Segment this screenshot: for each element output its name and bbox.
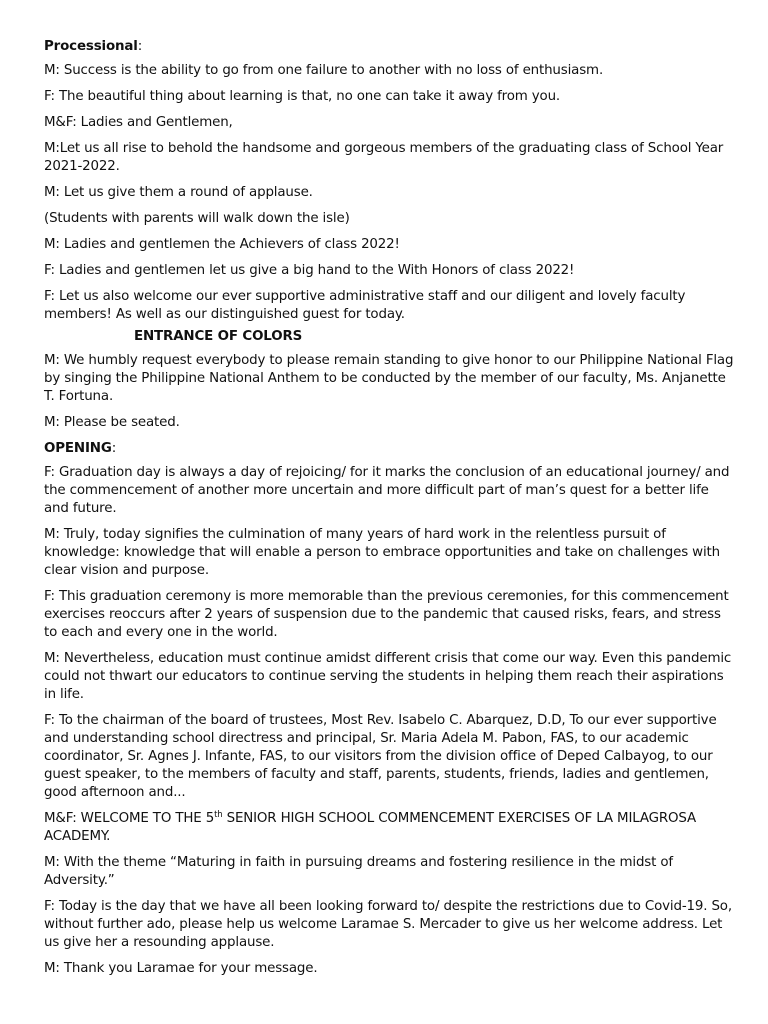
- processional-heading-word: Processional: [44, 39, 138, 54]
- script-line: M: With the theme “Maturing in faith in pursuing dreams and fostering resilience in the midst of Adversity.”: [44, 855, 673, 888]
- document-page: [44, 38, 734, 986]
- script-line: M: We humbly request everybody to please remain standing to give honor to our Philippine National Flag by singing the Philippine National Anthem to be conducted by the member of our faculty, Ms. Anjanette T. Fortuna.: [44, 353, 734, 404]
- script-line: F: This graduation ceremony is more memorable than the previous ceremonies, for this commencement exercises reoccurs after 2 years of suspension due to the pandemic that caused risks, fears, and stress to each and every one in the world.: [44, 589, 729, 640]
- script-line: M:Let us all rise to behold the handsome and gorgeous members of the graduating class of School Year 2021-2022.: [44, 141, 724, 174]
- script-line: M: Nevertheless, education must continue amidst different crisis that come our way. Even this pandemic could not thwart our educators to continue serving the students in helping them reach their aspirations in life.: [44, 651, 732, 702]
- welcome-line: [44, 810, 734, 846]
- script-line: F: Graduation day is always a day of rejoicing/ for it marks the conclusion of an educational journey/ and the commencement of another more uncertain and more difficult part of man’s quest for a better life and future.: [44, 465, 730, 516]
- script-line: M: Success is the ability to go from one failure to another with no loss of enthusiasm.: [44, 63, 604, 78]
- script-line: F: Let us also welcome our ever supportive administrative staff and our diligent and lovely faculty members! As well as our distinguished guest for today.: [44, 289, 686, 322]
- stage-direction: (Students with parents will walk down the isle): [44, 211, 350, 226]
- script-line: M: Let us give them a round of applause.: [44, 185, 313, 200]
- welcome-superscript: th: [214, 810, 223, 820]
- opening-heading-word: OPENING: [44, 441, 112, 456]
- script-line: M: Ladies and gentlemen the Achievers of class 2022!: [44, 237, 400, 252]
- script-line: M&F: Ladies and Gentlemen,: [44, 115, 233, 130]
- script-line: M: Please be seated.: [44, 415, 180, 430]
- opening-heading: [44, 440, 734, 458]
- script-line: M: Truly, today signifies the culmination of many years of hard work in the relentless pursuit of knowledge: knowledge that will enable a person to embrace opportunities and take on challenges with clear vision and purpose.: [44, 527, 720, 578]
- opening-heading-colon: :: [111, 441, 117, 456]
- script-line: M: Thank you Laramae for your message.: [44, 961, 318, 976]
- script-line: F: Ladies and gentlemen let us give a big hand to the With Honors of class 2022!: [44, 263, 575, 278]
- script-line: F: Today is the day that we have all been looking forward to/ despite the restrictions due to Covid-19. So, without further ado, please help us welcome Laramae S. Mercader to give us her welcome address. Let us give her a resounding applause.: [44, 899, 732, 950]
- script-line: F: To the chairman of the board of trustees, Most Rev. Isabelo C. Abarquez, D.D, To our ever supportive and understanding school directress and principal, Sr. Maria Adela M. Pabon, FAS, to our academic coordinator, Sr. Agnes J. Infante, FAS, to our visitors from the division office of Deped Calbayog, to our guest speaker, to the members of faculty and staff, parents, students, friends, ladies and gentlemen, good afternoon and...: [44, 713, 717, 800]
- processional-heading-colon: :: [137, 39, 143, 54]
- entrance-of-colors-heading: ENTRANCE OF COLORS: [134, 329, 303, 344]
- welcome-prefix: M&F: WELCOME TO THE 5: [44, 811, 215, 826]
- processional-heading: [44, 38, 734, 56]
- welcome-suffix: SENIOR HIGH SCHOOL COMMENCEMENT EXERCISES OF LA MILAGROSA ACADEMY.: [44, 811, 697, 844]
- script-line: F: The beautiful thing about learning is that, no one can take it away from you.: [44, 89, 561, 104]
